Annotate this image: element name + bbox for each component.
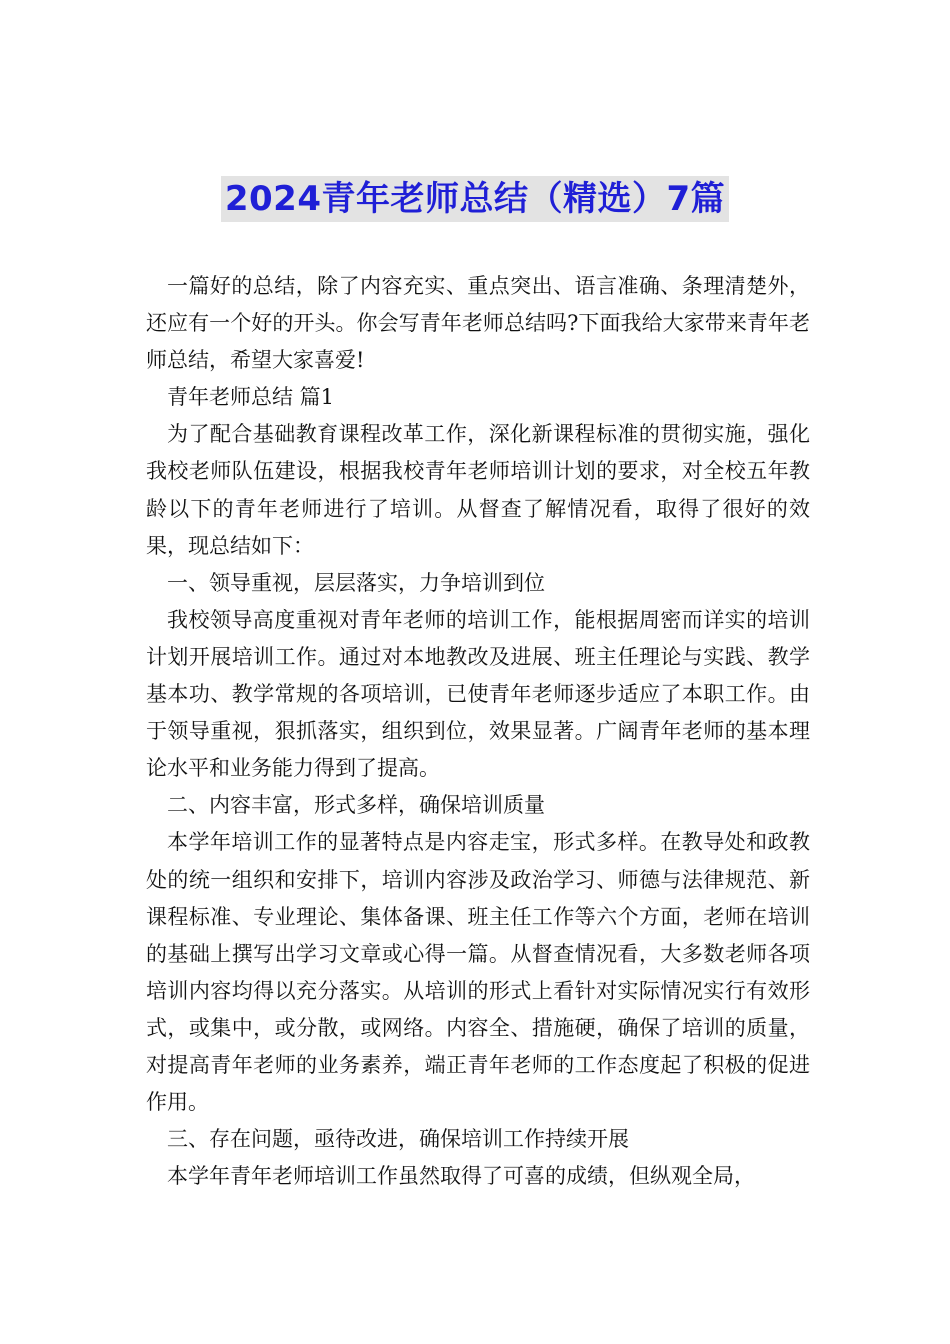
paragraph-2: 我校领导高度重视对青年老师的培训工作，能根据周密而详实的培训计划开展培训工作。通过对本地教改及进展、班主任理论与实践、教学基本功、教学常规的各项培训，已使青年老师逐步适应了本职工作。由于领导重视，狠抓落实，组织到位，效果显著。广阔青年老师的基本理论水平和业务能力得到了提高。 bbox=[146, 607, 810, 781]
paragraph-1: 为了配合基础教育课程改革工作，深化新课程标准的贯彻实施，强化我校老师队伍建设，根据我校青年老师培训计划的要求，对全校五年教龄以下的青年老师进行了培训。从督查了解情况看，取得了很好的效果，现总结如下： bbox=[146, 422, 810, 558]
title-container bbox=[0, 176, 950, 222]
article-title: 青年老师总结 篇1 bbox=[167, 385, 335, 410]
section-heading-1: 一、领导重视，层层落实，力争培训到位 bbox=[167, 570, 545, 595]
paragraph-4: 本学年青年老师培训工作虽然取得了可喜的成绩，但纵观全局， bbox=[167, 1164, 755, 1189]
document-body bbox=[146, 268, 810, 1195]
paragraph-3: 本学年培训工作的显著特点是内容走宝，形式多样。在教导处和政教处的统一组织和安排下，培训内容涉及政治学习、师德与法律规范、新课程标准、专业理论、集体备课、班主任工作等六个方面，老师在培训的基础上撰写出学习文章或心得一篇。从督查情况看，大多数老师各项培训内容均得以充分落实。从培训的形式上看针对实际情况实行有效形式，或集中，或分散，或网络。内容全、措施硬，确保了培训的质量，对提高青年老师的业务素养，端正青年老师的工作态度起了积极的促进作用。 bbox=[146, 830, 810, 1115]
document-title: 2024青年老师总结（精选）7篇 bbox=[221, 176, 729, 222]
intro-paragraph: 一篇好的总结，除了内容充实、重点突出、语言准确、条理清楚外，还应有一个好的开头。你会写青年老师总结吗?下面我给大家带来青年老师总结，希望大家喜爱! bbox=[146, 274, 810, 373]
section-heading-3: 三、存在问题，亟待改进，确保培训工作持续开展 bbox=[167, 1127, 629, 1152]
section-heading-2: 二、内容丰富，形式多样，确保培训质量 bbox=[167, 793, 545, 818]
